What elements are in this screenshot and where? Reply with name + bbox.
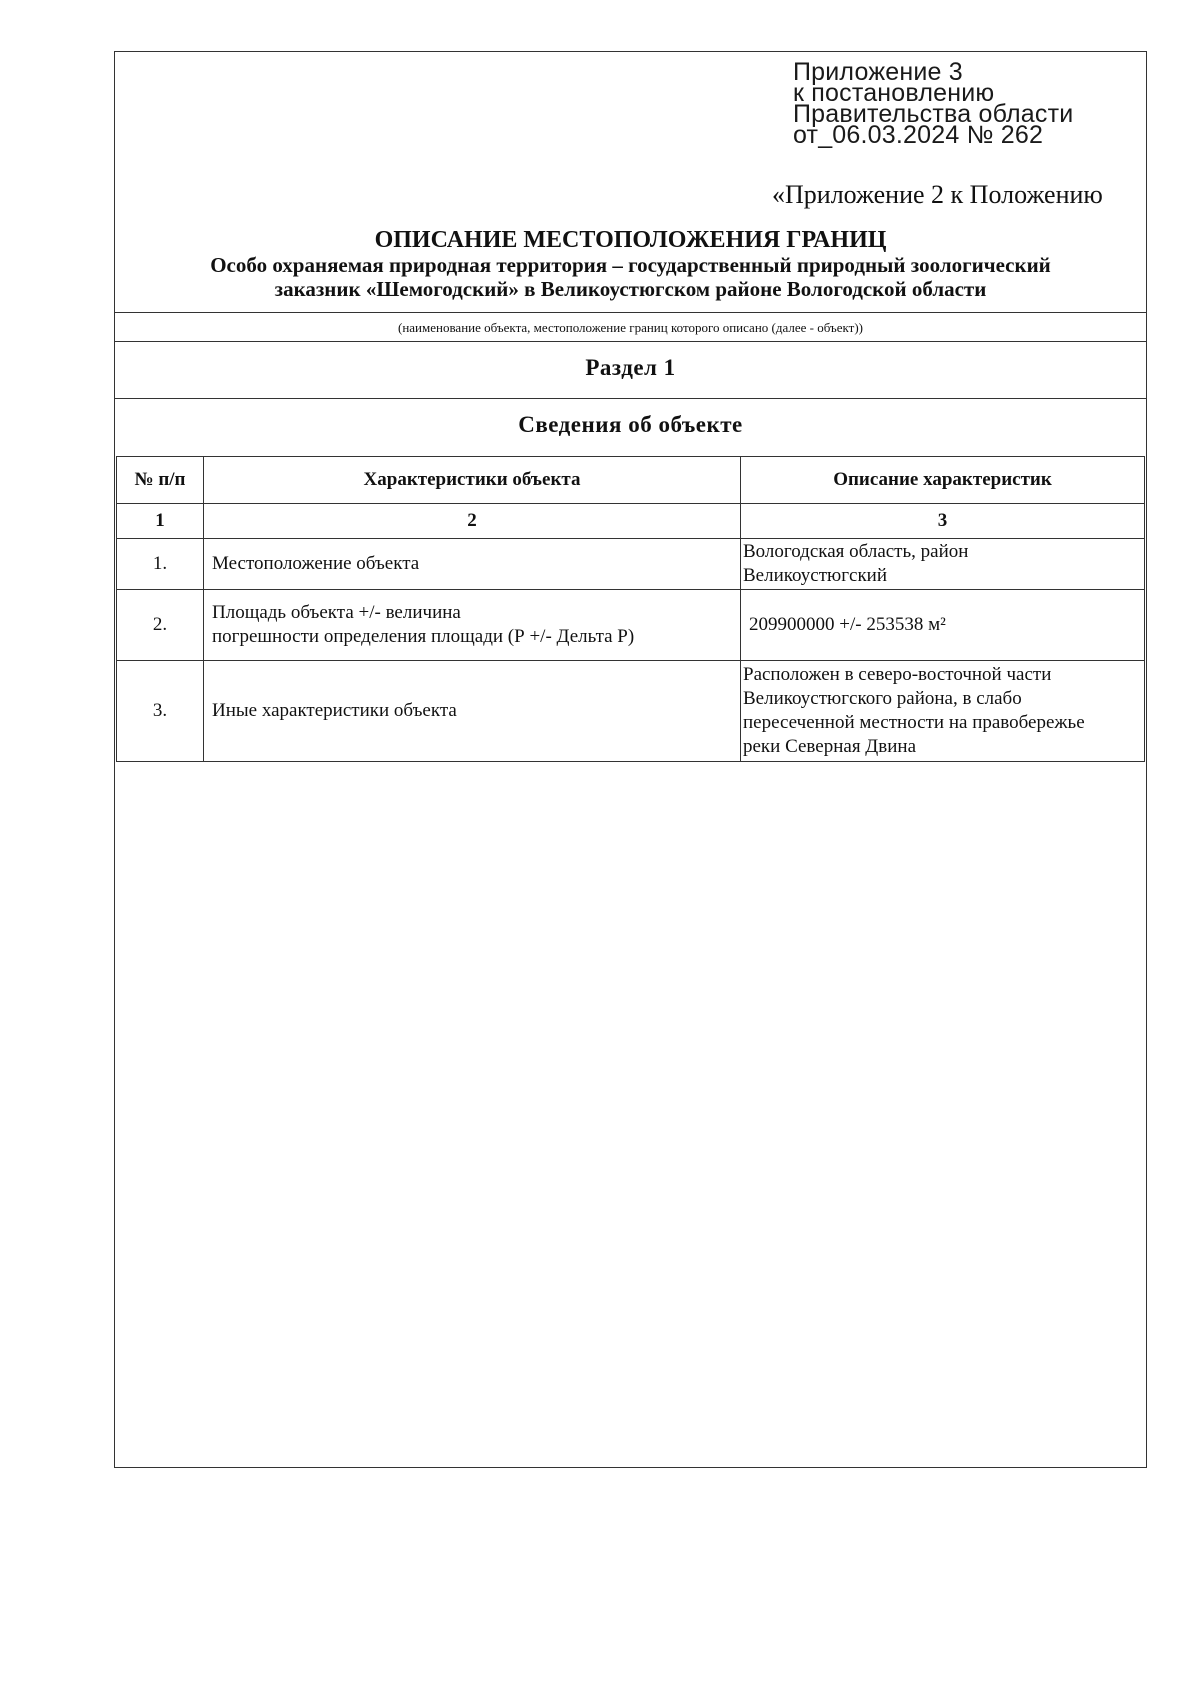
characteristic-text: Местоположение объекта bbox=[212, 553, 420, 574]
characteristic-cell bbox=[204, 539, 741, 590]
description-cell bbox=[741, 661, 1145, 762]
title-sub-line: Особо охраняемая природная территория – государственный природный зоологический bbox=[210, 253, 1051, 277]
characteristic-cell bbox=[204, 590, 741, 661]
object-caption: (наименование объекта, местоположение границ которого описано (далее - объект)) bbox=[398, 320, 863, 335]
appendix-line: Правительства области bbox=[793, 100, 1074, 128]
description-cell bbox=[741, 539, 1145, 590]
description-text: Великоустюгского района, в слабо bbox=[743, 688, 1022, 709]
table-row bbox=[117, 590, 1145, 661]
characteristic-text: Иные характеристики объекта bbox=[212, 700, 457, 721]
table-header-row bbox=[117, 457, 1145, 504]
title-main: ОПИСАНИЕ МЕСТОПОЛОЖЕНИЯ ГРАНИЦ bbox=[374, 227, 887, 253]
appendix-header bbox=[793, 58, 1074, 149]
appendix-line: Приложение 3 bbox=[793, 58, 963, 86]
divider bbox=[114, 398, 1147, 399]
appendix-date-number: от_06.03.2024 № 262 bbox=[793, 121, 1044, 149]
description-text: Вологодская область, район bbox=[743, 541, 969, 562]
header-cell: № п/п bbox=[117, 457, 204, 504]
characteristic-text: погрешности определения площади (Р +/- Дельта Р) bbox=[212, 626, 635, 647]
column-number: 1 bbox=[117, 504, 204, 539]
description-text: Расположен в северо-восточной части bbox=[743, 664, 1052, 685]
characteristic-cell bbox=[204, 661, 741, 762]
title-sub-line: заказник «Шемогодский» в Великоустюгском районе Вологодской области bbox=[274, 277, 987, 301]
appendix-reference: «Приложение 2 к Положению bbox=[772, 180, 1103, 209]
subsection-title: Сведения об объекте bbox=[518, 412, 743, 437]
column-number: 3 bbox=[741, 504, 1145, 539]
header-cell: Описание характеристик bbox=[741, 457, 1145, 504]
header-cell: Характеристики объекта bbox=[204, 457, 741, 504]
appendix-line: к постановлению bbox=[793, 79, 995, 107]
divider bbox=[114, 312, 1147, 313]
column-number: 2 bbox=[204, 504, 741, 539]
section-title: Раздел 1 bbox=[585, 355, 676, 380]
description-text: реки Северная Двина bbox=[743, 736, 917, 757]
description-text: пересеченной местности на правобережье bbox=[743, 712, 1085, 733]
document-title bbox=[114, 228, 1147, 301]
row-number: 1. bbox=[117, 539, 204, 590]
description-cell bbox=[741, 590, 1145, 661]
description-text: 209900000 +/- 253538 м² bbox=[749, 614, 946, 635]
table-row bbox=[117, 661, 1145, 762]
object-info-table bbox=[116, 456, 1145, 762]
table-row bbox=[117, 539, 1145, 590]
description-text: Великоустюгский bbox=[743, 565, 888, 586]
row-number: 3. bbox=[117, 661, 204, 762]
divider bbox=[114, 341, 1147, 342]
column-number-row bbox=[117, 504, 1145, 539]
row-number: 2. bbox=[117, 590, 204, 661]
characteristic-text: Площадь объекта +/- величина bbox=[212, 602, 461, 623]
